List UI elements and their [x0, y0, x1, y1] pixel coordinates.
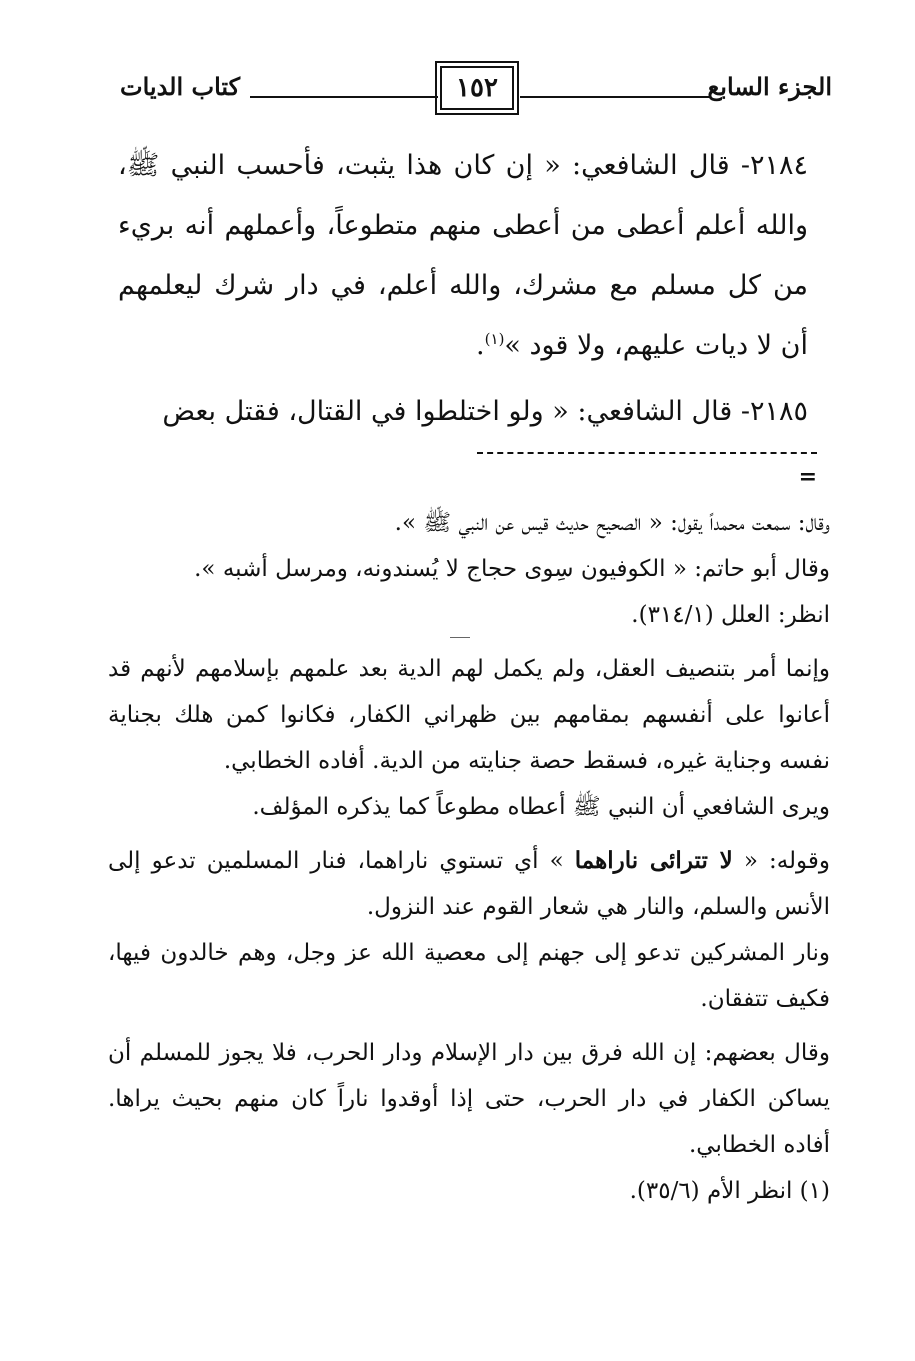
- note-lead: وقوله: «: [732, 848, 831, 874]
- note-line: وقال أبو حاتم: « الكوفيون سِوى حجاج لا يُسندونه، ومرسل أشبه ».: [194, 556, 830, 582]
- note-quote: لا تترائى ناراهما: [574, 847, 733, 874]
- page-number: ١٥٢: [440, 66, 514, 110]
- chapter-title: كتاب الديات: [120, 72, 241, 101]
- footnotes: [108, 500, 830, 1214]
- note-line: وقال: سمعت محمداً يقول: « الصحيح حديث قيس عن النبي ﷺ ».: [394, 510, 830, 536]
- page-header: [120, 62, 832, 114]
- volume-title: الجزء السابع: [707, 72, 832, 101]
- paragraph-2184-text: ٢١٨٤- قال الشافعي: « إن كان هذا يثبت، فأحسب النبي ﷺ، والله أعلم أعطى من أعطى منهم متطوعاً، وأعملهم أنه بريء من كل مسلم مع مشرك، والله أعلم، في دار شرك ليعلمهم أن لا ديات عليهم، ولا قود »: [118, 150, 808, 361]
- header-rule-left: [250, 96, 438, 98]
- stray-mark: [450, 637, 470, 638]
- note-paragraph: ونار المشركين تدعو إلى جهنم إلى معصية الله عز وجل، وهم خالدون فيها، فكيف تتفقان.: [108, 940, 830, 1012]
- paragraph-2184-end: .: [476, 330, 485, 361]
- note-paragraph: [108, 838, 830, 930]
- note-paragraph: ويرى الشافعي أن النبي ﷺ أعطاه مطوعاً كما يذكره المؤلف.: [252, 794, 830, 820]
- continuation-mark: =: [798, 464, 817, 490]
- note-line: انظر: العلل (٣١٤/١).: [631, 602, 830, 628]
- paragraph-2185: ٢١٨٥- قال الشافعي: « ولو اختلطوا في القتال، فقتل بعض: [162, 396, 808, 427]
- note-rest: » أي تستوي ناراهما، فنار المسلمين تدعو إلى الأنس والسلم، والنار هي شعار القوم عند النزول.: [108, 848, 830, 920]
- footnote-ref: (١): [484, 330, 505, 348]
- note-paragraph: وقال بعضهم: إن الله فرق بين دار الإسلام ودار الحرب، فلا يجوز للمسلم أن يساكن الكفار في دار الحرب، حتى إذا أوقدوا ناراً كان منهم بحيث يراها. أفاده الخطابي.: [108, 1040, 830, 1158]
- main-text: [118, 136, 834, 442]
- paragraph-2184: [118, 136, 834, 376]
- header-rule-right: [520, 96, 710, 98]
- footnote-1: (١) انظر الأم (٣٥/٦).: [629, 1178, 830, 1204]
- note-paragraph: وإنما أمر بتنصيف العقل، ولم يكمل لهم الدية بعد علمهم بإسلامهم لأنهم قد أعانوا على أنفسهم بمقامهم بين ظهراني الكفار، فكانوا كمن هلك بجناية نفسه وجناية غيره، فسقط حصة جنايته من الدية. أفاده الخطابي.: [108, 656, 830, 774]
- footnote-divider: [477, 452, 817, 454]
